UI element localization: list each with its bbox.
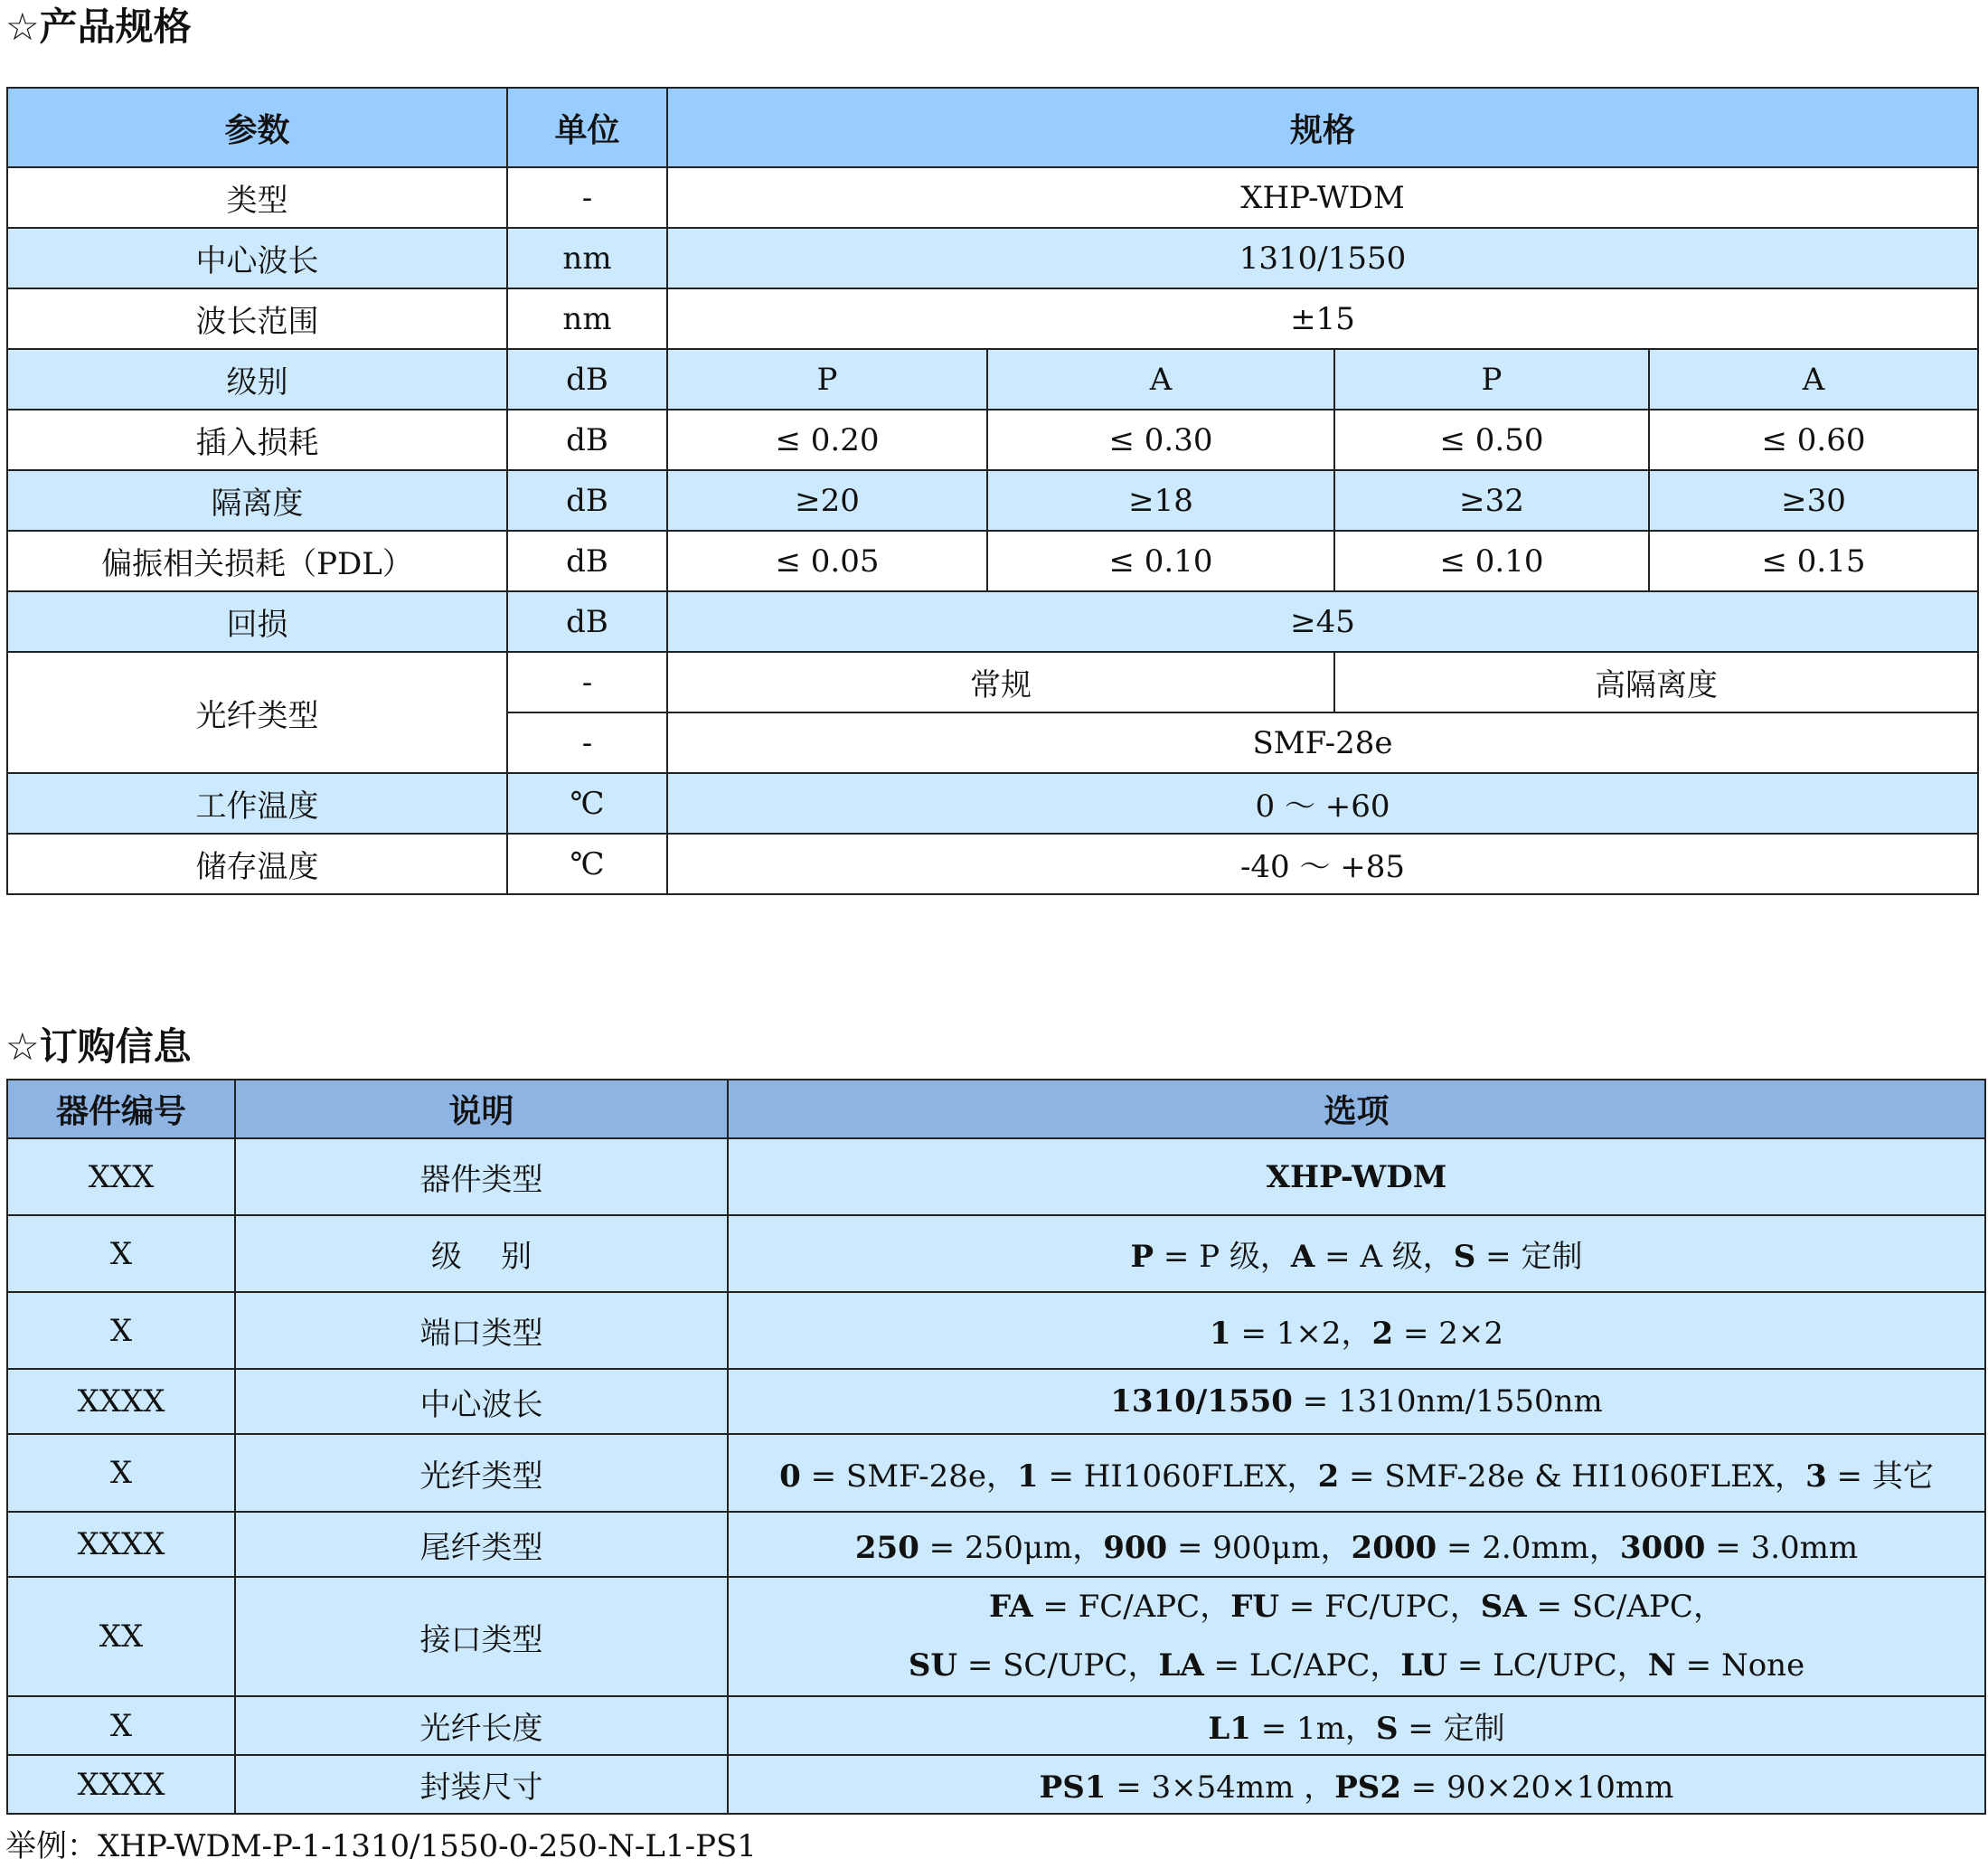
spec-row-fiber-type: [7, 652, 1978, 712]
value-cell: ≥45: [667, 591, 1978, 652]
order-row: [7, 1215, 1985, 1292]
header-param: 参数: [7, 88, 507, 167]
spec-row-operating-temp: [7, 773, 1978, 834]
option-code: PS2: [1334, 1769, 1401, 1806]
param-cell: 级别: [7, 349, 507, 410]
param-cell: 波长范围: [7, 288, 507, 349]
option-meaning: = LC/UPC，: [1447, 1647, 1648, 1684]
option-code: S: [1453, 1239, 1476, 1275]
option-code: LU: [1400, 1647, 1448, 1684]
param-cell: 类型: [7, 167, 507, 228]
options-cell: [728, 1755, 1985, 1814]
options-cell: [728, 1292, 1985, 1369]
desc-cell: 接口类型: [235, 1577, 728, 1696]
option-meaning: = 2×2: [1393, 1316, 1504, 1352]
option-code: 250: [854, 1529, 919, 1566]
option-meaning: = 250μm，: [919, 1529, 1104, 1566]
unit-cell: -: [507, 167, 667, 228]
options-cell: [728, 1434, 1985, 1512]
unit-cell: -: [507, 652, 667, 712]
example-label: 举例：: [5, 1828, 98, 1864]
options-cell: [728, 1369, 1985, 1434]
code-cell: X: [7, 1696, 235, 1755]
option-code: N: [1647, 1647, 1676, 1684]
value-cell: ≥30: [1649, 470, 1978, 531]
option-meaning: = SMF-28e，: [800, 1458, 1017, 1495]
order-row: [7, 1369, 1985, 1434]
options-cell: [728, 1138, 1985, 1215]
order-row: [7, 1292, 1985, 1369]
value-cell: ≤ 0.05: [667, 531, 987, 591]
code-cell: XXXX: [7, 1369, 235, 1434]
option-code: 1310/1550: [1110, 1383, 1293, 1420]
option-meaning: = A 级，: [1314, 1239, 1454, 1275]
unit-cell: -: [507, 712, 667, 773]
value-cell: 常规: [667, 652, 1334, 712]
param-cell: 工作温度: [7, 773, 507, 834]
header-desc: 说明: [235, 1080, 728, 1138]
value-cell: ≤ 0.60: [1649, 410, 1978, 470]
option-meaning: = SMF-28e & HI1060FLEX，: [1339, 1458, 1806, 1495]
order-row: [7, 1512, 1985, 1577]
option-code: L1: [1208, 1711, 1251, 1747]
code-cell: XXXX: [7, 1512, 235, 1577]
option-meaning: = 定制: [1475, 1239, 1583, 1275]
header-unit: 单位: [507, 88, 667, 167]
header-spec: 规格: [667, 88, 1978, 167]
unit-cell: dB: [507, 410, 667, 470]
spec-table: [6, 87, 1979, 895]
option-meaning: = 3.0mm: [1705, 1529, 1859, 1566]
param-cell: 插入损耗: [7, 410, 507, 470]
option-meaning: = SC/APC，: [1526, 1589, 1724, 1625]
value-cell: P: [667, 349, 987, 410]
option-meaning: = 90×20×10mm: [1400, 1769, 1674, 1806]
value-cell: ≤ 0.20: [667, 410, 987, 470]
option-code: 3000: [1619, 1529, 1706, 1566]
option-meaning: = 3×54mm ，: [1106, 1769, 1335, 1806]
options-cell: [728, 1512, 1985, 1577]
spec-row-isolation: [7, 470, 1978, 531]
code-cell: XX: [7, 1577, 235, 1696]
order-row: [7, 1138, 1985, 1215]
desc-cell: 中心波长: [235, 1369, 728, 1434]
spec-row-center-wavelength: [7, 228, 1978, 288]
value-cell: ±15: [667, 288, 1978, 349]
options-line-1: [729, 1578, 1984, 1637]
option-meaning: = 1m，: [1250, 1711, 1376, 1747]
option-meaning: = 2.0mm，: [1437, 1529, 1620, 1566]
header-options: 选项: [728, 1080, 1985, 1138]
param-cell: 中心波长: [7, 228, 507, 288]
option-meaning: = None: [1675, 1647, 1805, 1684]
desc-cell: 级 别: [235, 1215, 728, 1292]
spec-row-insertion-loss: [7, 410, 1978, 470]
spec-section-title: ☆产品规格: [5, 5, 192, 49]
option-meaning: = P 级，: [1154, 1239, 1291, 1275]
spec-row-pdl: [7, 531, 1978, 591]
option-code: XHP-WDM: [1266, 1158, 1447, 1195]
options-cell: [728, 1696, 1985, 1755]
option-code: LA: [1158, 1647, 1204, 1684]
order-row: [7, 1755, 1985, 1814]
option-meaning: = 1×2，: [1230, 1316, 1372, 1352]
option-meaning: = 900μm，: [1167, 1529, 1352, 1566]
value-cell: ≥32: [1334, 470, 1649, 531]
order-example: [5, 1828, 757, 1864]
value-cell: XHP-WDM: [667, 167, 1978, 228]
value-cell: ≤ 0.10: [987, 531, 1334, 591]
option-meaning: = 定制: [1398, 1711, 1505, 1747]
spec-row-wavelength-range: [7, 288, 1978, 349]
order-row: [7, 1434, 1985, 1512]
unit-cell: nm: [507, 228, 667, 288]
code-cell: XXX: [7, 1138, 235, 1215]
param-cell: 偏振相关损耗（PDL）: [7, 531, 507, 591]
order-row: [7, 1696, 1985, 1755]
spec-row-type: [7, 167, 1978, 228]
value-cell: ≤ 0.10: [1334, 531, 1649, 591]
spec-row-storage-temp: [7, 834, 1978, 894]
option-code: 1: [1016, 1458, 1039, 1495]
option-code: A: [1290, 1239, 1315, 1275]
param-cell: 储存温度: [7, 834, 507, 894]
code-cell: X: [7, 1292, 235, 1369]
unit-cell: dB: [507, 349, 667, 410]
value-cell: ≤ 0.50: [1334, 410, 1649, 470]
option-code: 1: [1209, 1316, 1231, 1352]
code-cell: X: [7, 1434, 235, 1512]
option-code: 2: [1371, 1316, 1394, 1352]
param-cell: 回损: [7, 591, 507, 652]
code-cell: X: [7, 1215, 235, 1292]
desc-cell: 光纤长度: [235, 1696, 728, 1755]
option-code: 2: [1317, 1458, 1340, 1495]
option-code: 3: [1805, 1458, 1827, 1495]
example-value: XHP-WDM-P-1-1310/1550-0-250-N-L1-PS1: [98, 1828, 757, 1864]
value-cell: A: [987, 349, 1334, 410]
option-code: FA: [989, 1589, 1033, 1625]
header-code: 器件编号: [7, 1080, 235, 1138]
unit-cell: ℃: [507, 773, 667, 834]
option-code: PS1: [1039, 1769, 1107, 1806]
param-cell: 隔离度: [7, 470, 507, 531]
unit-cell: dB: [507, 470, 667, 531]
spec-row-return-loss: [7, 591, 1978, 652]
option-meaning: = 1310nm/1550nm: [1292, 1383, 1603, 1420]
spec-header-row: [7, 88, 1978, 167]
value-cell: ≤ 0.30: [987, 410, 1334, 470]
options-line-2: [729, 1637, 1984, 1695]
value-cell: ≥18: [987, 470, 1334, 531]
code-cell: XXXX: [7, 1755, 235, 1814]
option-code: P: [1130, 1239, 1154, 1275]
value-cell: 0 ～ +60: [667, 773, 1978, 834]
option-meaning: = LC/APC，: [1203, 1647, 1401, 1684]
desc-cell: 端口类型: [235, 1292, 728, 1369]
value-cell: 高隔离度: [1334, 652, 1978, 712]
spec-row-grade: [7, 349, 1978, 410]
order-section-title: ☆订购信息: [5, 1024, 192, 1069]
unit-cell: ℃: [507, 834, 667, 894]
option-code: SU: [908, 1647, 958, 1684]
desc-cell: 光纤类型: [235, 1434, 728, 1512]
value-cell: P: [1334, 349, 1649, 410]
desc-cell: 器件类型: [235, 1138, 728, 1215]
option-code: FU: [1230, 1589, 1279, 1625]
option-meaning: = 其它: [1826, 1458, 1934, 1495]
option-meaning: = SC/UPC，: [957, 1647, 1159, 1684]
unit-cell: dB: [507, 591, 667, 652]
unit-cell: dB: [507, 531, 667, 591]
unit-cell: nm: [507, 288, 667, 349]
desc-cell: 尾纤类型: [235, 1512, 728, 1577]
order-row: [7, 1577, 1985, 1696]
value-cell: -40 ～ +85: [667, 834, 1978, 894]
order-header-row: [7, 1080, 1985, 1138]
option-code: S: [1375, 1711, 1399, 1747]
options-cell: [728, 1577, 1985, 1696]
option-meaning: = FC/APC，: [1032, 1589, 1231, 1625]
option-code: 2000: [1351, 1529, 1437, 1566]
option-meaning: = FC/UPC，: [1278, 1589, 1481, 1625]
value-cell: SMF-28e: [667, 712, 1978, 773]
order-table: [6, 1079, 1986, 1815]
option-code: 0: [779, 1458, 801, 1495]
options-cell: [728, 1215, 1985, 1292]
value-cell: A: [1649, 349, 1978, 410]
option-meaning: = HI1060FLEX，: [1038, 1458, 1318, 1495]
value-cell: ≥20: [667, 470, 987, 531]
desc-cell: 封装尺寸: [235, 1755, 728, 1814]
value-cell: 1310/1550: [667, 228, 1978, 288]
value-cell: ≤ 0.15: [1649, 531, 1978, 591]
option-code: SA: [1480, 1589, 1527, 1625]
option-code: 900: [1103, 1529, 1168, 1566]
param-cell: 光纤类型: [7, 652, 507, 773]
